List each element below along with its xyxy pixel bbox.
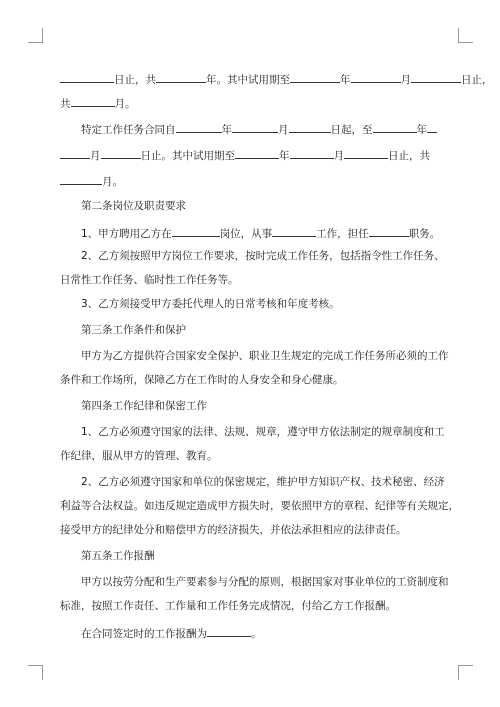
text: 年 xyxy=(279,150,290,162)
text-line xyxy=(60,121,471,137)
text: 月 xyxy=(333,150,344,162)
text: 日止，共 xyxy=(388,150,430,162)
text-line: 甲方以按劳分配和生产要素参与分配的原则，根据国家对事业单位的工资制度和 xyxy=(81,576,449,588)
blank xyxy=(344,147,388,159)
section-heading: 第二条岗位及职责要求 xyxy=(81,200,186,212)
text: 岗位，从事 xyxy=(219,228,273,240)
blank xyxy=(235,147,279,159)
crop-mark-top-right xyxy=(458,28,473,43)
text-line: 3、乙方须接受甲方委托代理人的日常考核和年度考核。 xyxy=(81,298,340,310)
blank xyxy=(156,71,206,83)
text-line: 标准，按照工作责任、工作量和工作任务完成情况，付给乙方工作报酬。 xyxy=(60,600,396,612)
text: 日止， xyxy=(461,74,493,86)
text: 月。 xyxy=(114,98,136,110)
text: 年 xyxy=(340,74,351,86)
text: 共 xyxy=(60,98,71,110)
blank xyxy=(351,71,401,83)
text: 年 xyxy=(416,124,427,136)
text: 工作，担任 xyxy=(316,228,369,240)
text-line: 接受甲方的纪律处分和赔偿甲方的经济损失，并依法承担相应的法律责任。 xyxy=(60,524,407,536)
blank xyxy=(232,121,278,133)
blank xyxy=(369,225,409,237)
text: 职务。 xyxy=(408,228,441,240)
blank xyxy=(60,147,90,159)
text: 年。其中试用期至 xyxy=(206,74,290,86)
text-line xyxy=(60,147,450,163)
blank xyxy=(207,625,251,637)
text: 日止，共 xyxy=(114,74,156,86)
text-line: 2、乙方必须遵守国家和单位的保密规定，维护甲方知识产权、技术秘密、经济 xyxy=(81,476,445,488)
text: 日起，至 xyxy=(330,124,373,136)
blank xyxy=(60,71,114,83)
text: 月。 xyxy=(102,176,123,188)
blank xyxy=(411,71,461,83)
blank xyxy=(427,121,437,133)
text: 在合同签定时的工作报酬为 xyxy=(81,628,207,640)
text-line: 条件和工作场所，保障乙方在工作时的人身安全和身心健康。 xyxy=(60,374,344,386)
blank xyxy=(101,147,141,159)
text: 日止。其中试用期至 xyxy=(140,150,235,162)
text-line xyxy=(60,225,471,241)
blank xyxy=(176,121,222,133)
text-line xyxy=(60,625,471,641)
blank xyxy=(71,95,115,107)
text: 月 xyxy=(400,74,411,86)
text: 年 xyxy=(221,124,232,136)
blank xyxy=(272,225,316,237)
text-line xyxy=(60,71,493,87)
text: 1、甲方聘用乙方在 xyxy=(81,228,172,240)
blank xyxy=(289,121,331,133)
blank xyxy=(290,147,334,159)
text-line: 1、乙方必须遵守国家的法律、法规、规章，遵守甲方依法制定的规章制度和工 xyxy=(81,426,445,438)
text: 月 xyxy=(90,150,101,162)
text-line xyxy=(60,173,450,189)
section-heading: 第四条工作纪律和保密工作 xyxy=(81,400,207,412)
text-line: 日常性工作任务、临时性工作任务等。 xyxy=(60,274,239,286)
blank xyxy=(172,225,220,237)
blank xyxy=(290,71,340,83)
crop-mark-bottom-right xyxy=(458,665,473,680)
text-line: 作纪律，服从甲方的管理、教育。 xyxy=(60,450,218,462)
text-line: 利益等合法权益。如违反规定造成甲方损失时，要依照甲方的章程、纪律等有关规定， xyxy=(60,500,459,512)
section-heading: 第三条工作条件和保护 xyxy=(81,324,186,336)
section-heading: 第五条工作报酬 xyxy=(81,550,155,562)
text-line: 2、乙方须按照甲方岗位工作要求，按时完成工作任务，包括指令性工作任务、 xyxy=(81,250,445,262)
text-line: 甲方为乙方提供符合国家安全保护、职业卫生规定的完成工作任务所必须的工作 xyxy=(81,350,449,362)
crop-mark-top-left xyxy=(28,28,43,43)
text-line xyxy=(60,95,450,111)
text: 特定工作任务合同自 xyxy=(81,124,176,136)
blank xyxy=(373,121,417,133)
text: 月 xyxy=(278,124,289,136)
text: 。 xyxy=(251,628,262,640)
crop-mark-bottom-left xyxy=(28,665,43,680)
blank xyxy=(60,173,102,185)
